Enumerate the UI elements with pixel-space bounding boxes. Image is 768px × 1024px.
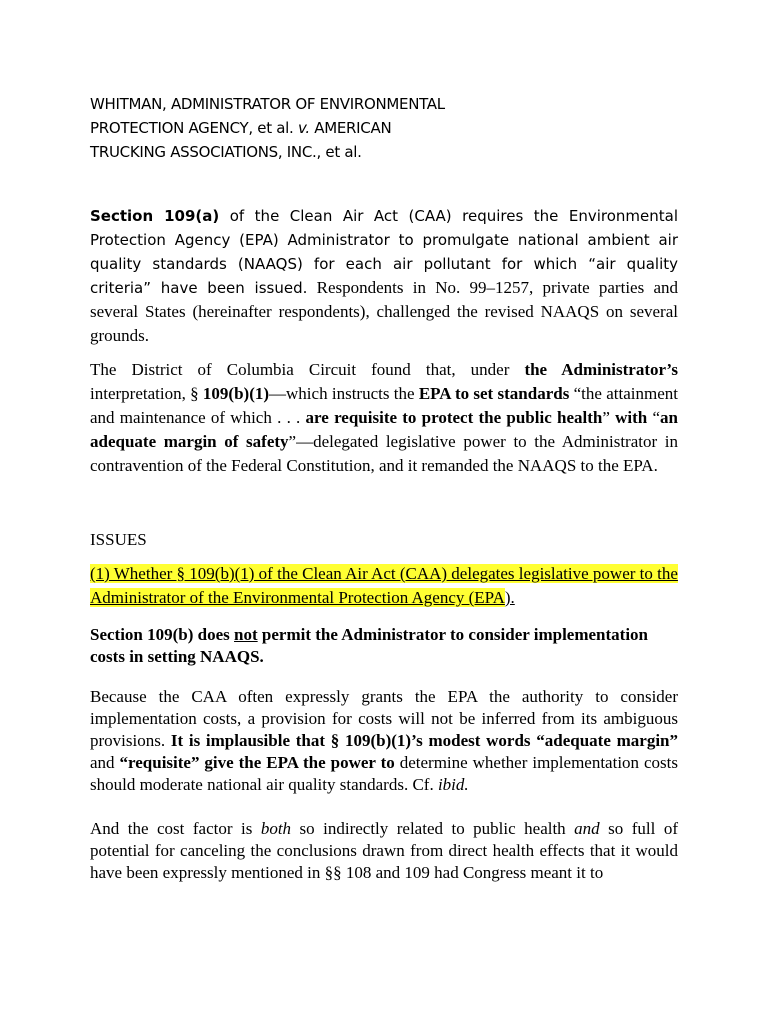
dc-circuit-text-5: ”: [602, 408, 616, 427]
respondents-text: Respondents in No. 99–1257, private parties and several States (hereinafter respondents), challenged the revised NAAQS on several grounds.: [90, 278, 678, 345]
costs-text-2: and: [90, 753, 120, 772]
dc-circuit-bold-2: 109(b)(1): [202, 384, 270, 403]
dc-circuit-bold-3: EPA to set standards: [418, 384, 570, 403]
dc-circuit-bold-1: the Administrator’s: [524, 360, 678, 379]
issue-1-highlighted: (1) Whether § 109(b)(1) of the Clean Air Act (CAA) delegates legislative power to the Administrator of the Environmental Protection Agency (EPA: [90, 564, 678, 607]
dc-circuit-text-4: “the attainment and maintenance of which . . .: [90, 384, 678, 427]
dc-circuit-bold-4: are requisite to protect the public health: [305, 408, 603, 427]
dc-circuit-bold-6: an adequate margin of safety: [90, 408, 678, 451]
issues-heading: ISSUES: [90, 530, 147, 549]
section-109a-ref: Section 109(a): [90, 207, 220, 225]
costs-italic-ibid: ibid.: [437, 775, 469, 794]
costs-bold-2: “requisite” give the EPA the power to: [119, 753, 395, 772]
case-title-line-1: WHITMAN, ADMINISTRATOR OF ENVIRONMENTAL: [90, 95, 445, 113]
dc-circuit-text-3: —which instructs the: [269, 384, 419, 403]
case-title-line-3: TRUCKING ASSOCIATIONS, INC., et al.: [90, 143, 362, 161]
issue-1: [90, 562, 678, 610]
cost-factor-text-3: so full of potential for canceling the conclusions drawn from direct health effects that it would have been expressly mentioned in §§ 108 and 109 had Congress meant it to: [90, 819, 678, 882]
holding-text-pre: Section 109(b) does: [90, 625, 235, 644]
paragraph-implementation-costs: [90, 686, 678, 796]
holding-not-underlined: not: [234, 625, 258, 644]
paragraph-section-109a: [90, 204, 678, 348]
section-109a-text: of the Clean Air Act (CAA) requires the Environmental Protection Agency (EPA) Administrator to promulgate national ambient air quality standards (NAAQS) for each air pollutant for which “air quality criteria” have been issued.: [90, 207, 678, 297]
costs-bold-1: It is implausible that § 109(b)(1)’s modest words “adequate margin”: [170, 731, 678, 750]
case-title-line-2-post: AMERICAN: [309, 119, 392, 137]
holding-text-post: permit the Administrator to consider implementation costs in setting NAAQS.: [90, 625, 648, 666]
case-title-line-2: [90, 116, 678, 140]
cost-factor-italic-and: and: [574, 819, 600, 838]
cost-factor-text-1: And the cost factor is: [90, 819, 261, 838]
dc-circuit-text-7: ”—delegated legislative power to the Administrator in contravention of the Federal Constitution, and it remanded the NAAQS to the EPA.: [90, 432, 678, 475]
costs-text-1: Because the CAA often expressly grants the EPA the authority to consider implementation costs, a provision for costs will not be inferred from its ambiguous provisions.: [90, 687, 678, 750]
dc-circuit-text-6: “: [647, 408, 661, 427]
issue-1-tail: ).: [504, 588, 515, 607]
case-title: [90, 92, 678, 164]
dc-circuit-text-1: The District of Columbia Circuit found that, under: [90, 360, 525, 379]
cost-factor-italic-both: both: [260, 819, 292, 838]
paragraph-cost-factor: [90, 818, 678, 884]
document-page: [90, 92, 678, 884]
paragraph-dc-circuit: [90, 358, 678, 478]
costs-text-3: determine whether implementation costs should moderate national air quality standards. Cf.: [90, 753, 679, 794]
cost-factor-text-2: so indirectly related to public health: [291, 819, 575, 838]
versus-abbrev: v.: [297, 119, 310, 137]
dc-circuit-text-2: interpretation, §: [90, 384, 203, 403]
case-title-line-2-pre: PROTECTION AGENCY, et al.: [90, 119, 298, 137]
holding-statement: [90, 624, 678, 668]
dc-circuit-bold-5: with: [615, 408, 648, 427]
